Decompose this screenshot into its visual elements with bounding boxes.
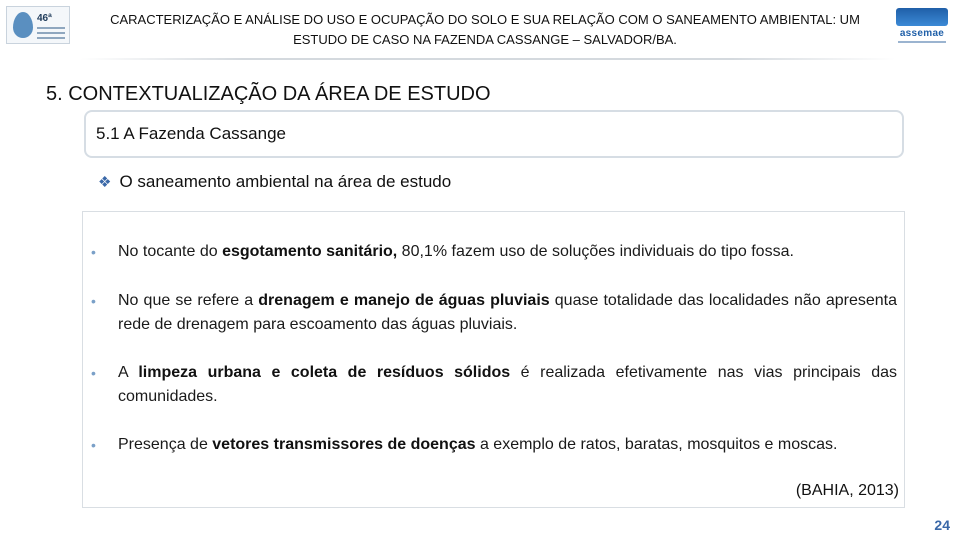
assemae-logo-mark (896, 8, 948, 26)
assemae-logo-underline (898, 41, 946, 43)
bullet-dot-icon: • (91, 365, 96, 381)
citation: (BAHIA, 2013) (795, 482, 899, 499)
topic-heading-text: O saneamento ambiental na área de estudo (119, 172, 452, 191)
header-title-line2: ESTUDO DE CASO NA FAZENDA CASSANGE – SALVADOR/BA. (293, 32, 677, 47)
bullet-item (91, 289, 897, 337)
bullet-text: No que se refere a drenagem e manejo de águas pluviais quase totalidade das localidades não apresenta rede de drenagem para escoamento das águas pluviais. (118, 292, 897, 333)
assemae-logo-text: assemae (899, 28, 945, 39)
bullet-item (91, 361, 897, 409)
event-logo (6, 6, 70, 44)
content-box (82, 211, 905, 508)
section-title: 5. CONTEXTUALIZAÇÃO DA ÁREA DE ESTUDO (46, 83, 491, 105)
bullet-text: A limpeza urbana e coleta de resíduos sólidos é realizada efetivamente nas vias principais das comunidades. (118, 364, 898, 405)
bullet-text: Presença de vetores transmissores de doenças a exemplo de ratos, baratas, mosquitos e moscas. (118, 436, 838, 453)
event-logo-lines (37, 27, 65, 42)
topic-heading (98, 172, 451, 192)
subsection-title: 5.1 A Fazenda Cassange (96, 124, 286, 143)
bullet-dot-icon: • (91, 244, 96, 260)
page-number: 24 (934, 517, 950, 533)
bullet-text: No tocante do esgotamento sanitário, 80,1% fazem uso de soluções individuais do tipo fossa. (118, 243, 794, 260)
header-divider (80, 58, 895, 60)
event-logo-number: 46ª (37, 13, 52, 24)
header-title (80, 10, 890, 50)
water-drop-icon (13, 12, 33, 38)
subsection-box (84, 110, 904, 158)
bullet-dot-icon: • (91, 437, 96, 453)
header-title-line1: CARACTERIZAÇÃO E ANÁLISE DO USO E OCUPAÇÃO DO SOLO E SUA RELAÇÃO COM O SANEAMENTO AMBIENTAL: UM (110, 12, 860, 27)
bullet-item (91, 240, 897, 264)
bullet-dot-icon: • (91, 293, 96, 309)
assemae-logo (892, 4, 952, 46)
bullet-item (91, 433, 897, 457)
diamond-bullet-icon: ❖ (98, 174, 112, 191)
